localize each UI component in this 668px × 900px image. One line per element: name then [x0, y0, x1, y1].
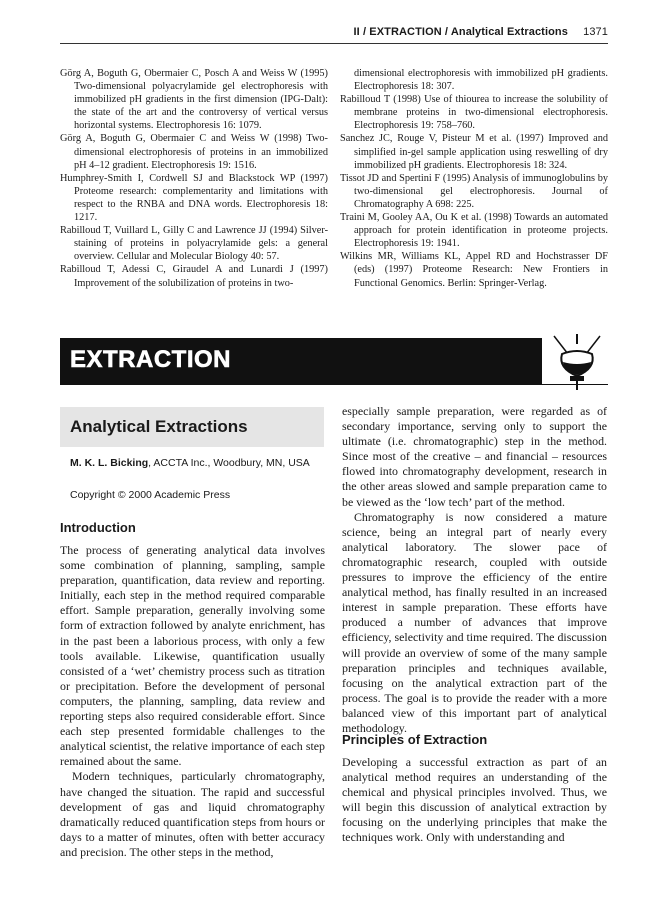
article-title-box	[60, 407, 324, 447]
running-header	[353, 26, 608, 38]
reference-entry: dimensional electrophoresis with immobilized pH gradients. Electrophoresis 18: 307.	[354, 68, 608, 93]
author-line	[70, 456, 320, 470]
reference-entry: Wilkins MR, Williams KL, Appel RD and Hochstrasser DF (eds) (1997) Proteome Research: New Frontiers in Functional Genomics. Berlin: Springer-Verlag.	[340, 251, 608, 289]
section-heading-principles: Principles of Extraction	[342, 732, 488, 747]
reference-list-right	[340, 67, 608, 290]
banner-rule	[60, 384, 608, 385]
section-banner	[60, 338, 542, 384]
copyright-notice: Copyright © 2000 Academic Press	[70, 489, 231, 501]
reference-entry: Rabilloud T, Adessi C, Giraudel A and Lunardi J (1997) Improvement of the solubilization of proteins in two-	[60, 264, 328, 289]
body-column-right	[342, 404, 607, 736]
intro-paragraph-1: The process of generating analytical data involves some combination of planning, sampling, sample preparation, quantification, data review and reporting. Initially, each step in the method required comparable effort. Sample preparation, generally involving some form of extraction followed by analyte enrichment, has in the past been a laborious process, with only a few tools available. Likewise, quantification usually consisted of a ‘wet’ chemistry process such as titration or precipitation. Before the development of personal computers, the planning, sampling, data review and reporting steps also required considerable effort. Since each step presented formidable challenges to the analytical scientist, the relative importance of each step remained about the same.	[60, 543, 325, 769]
reference-list-left	[60, 67, 328, 290]
reference-entry: Görg A, Boguth G, Obermaier C and Weiss W (1998) Two-dimensional electrophoresis of proteins in an immobilized pH 4–12 gradient. Electrophoresis 19: 1516.	[60, 133, 328, 171]
article-title: Analytical Extractions	[70, 417, 248, 436]
reference-entry: Rabilloud T, Vuillard L, Gilly C and Lawrence JJ (1994) Silver-staining of proteins in polyacrylamide gels: a general overview. Cellular and Molecular Biology 40: 57.	[60, 225, 328, 263]
intro-paragraph-2: Modern techniques, particularly chromatography, have changed the situation. The rapid and successful development of gas and liquid chromatography dramatically reduced quantification steps from hours or days to a matter of minutes, often with better accuracy and precision. The other steps in the method,	[60, 769, 325, 859]
reference-entry: Traini M, Gooley AA, Ou K et al. (1998) Towards an automated approach for protein identification in proteome projects. Electrophoresis 19: 1941.	[340, 212, 608, 250]
page-number: 1371	[583, 26, 608, 38]
section-heading-introduction: Introduction	[60, 520, 136, 535]
reference-entry: Humphrey-Smith I, Cordwell SJ and Blackstock WP (1997) Proteome research: complementarity and limitations with respect to the RNBA and DNA words. Electrophoresis 18: 1217.	[60, 172, 328, 224]
header-rule	[60, 43, 608, 44]
body-column-left	[60, 543, 325, 860]
reference-entry: Görg A, Boguth G, Obermaier C, Posch A and Weiss W (1995) Two-dimensional polyacrylamide gel electrophoresis with immobilized pH gradients in the first dimension (IPG-Dalt): the state of the art and the controversy of vertical versus horizontal systems. Electrophoresis 16: 1079.	[60, 68, 328, 132]
principles-column	[342, 755, 607, 846]
author-affiliation: , ACCTA Inc., Woodbury, MN, USA	[148, 457, 310, 469]
reference-entry: Rabilloud T (1998) Use of thiourea to increase the solubility of membrane proteins in two-dimensional electrophoresis. Electrophoresis 19: 758–760.	[340, 94, 608, 132]
principles-paragraph-1: Developing a successful extraction as part of an analytical method requires an understanding of the chemical and physical principles involved. Thus, we will begin this discussion of analytical extraction by focusing on the underlying principles that make the techniques work. Only with understanding and	[342, 755, 607, 845]
section-banner-title: EXTRACTION	[70, 346, 231, 373]
reference-entry: Tissot JD and Spertini F (1995) Analysis of immunoglobulins by two-dimensional gel electrophoresis. Journal of Chromatography A 698: 225.	[340, 172, 608, 210]
right-paragraph-1: especially sample preparation, were regarded as of secondary importance, serving only to support the ultimate (i.e. chromatographic) step in the method. Since most of the creative – and financial – resources flowed into chromatography development, research in the other areas slowed and sample preparation came to be viewed as the ‘low tech’ part of the method.	[342, 404, 607, 509]
right-paragraph-2: Chromatography is now considered a mature science, being an integral part of nearly every analytical laboratory. The slower pace of chromatographic research, coupled with outside pressures to improve the efficiency of the entire analytical method, has finally resulted in an increased interest in sample preparation. These efforts have produced a number of advances that improve efficiency, selectivity and time required. The discussion will provide an overview of some of the many sample preparation principles and techniques available, focusing on the analytical extraction part of the process. The goal is to provide the reader with a more balanced view of this important part of analytical methodology.	[342, 509, 607, 735]
separatory-funnel-icon	[546, 332, 608, 392]
running-header-title: II / EXTRACTION / Analytical Extractions	[353, 26, 568, 38]
author-name: M. K. L. Bicking	[70, 457, 149, 469]
reference-entry: Sanchez JC, Rouge V, Pisteur M et al. (1997) Improved and simplified in-gel sample application using reswelling of dry immobilized pH gradients. Electrophoresis 18: 324.	[340, 133, 608, 171]
